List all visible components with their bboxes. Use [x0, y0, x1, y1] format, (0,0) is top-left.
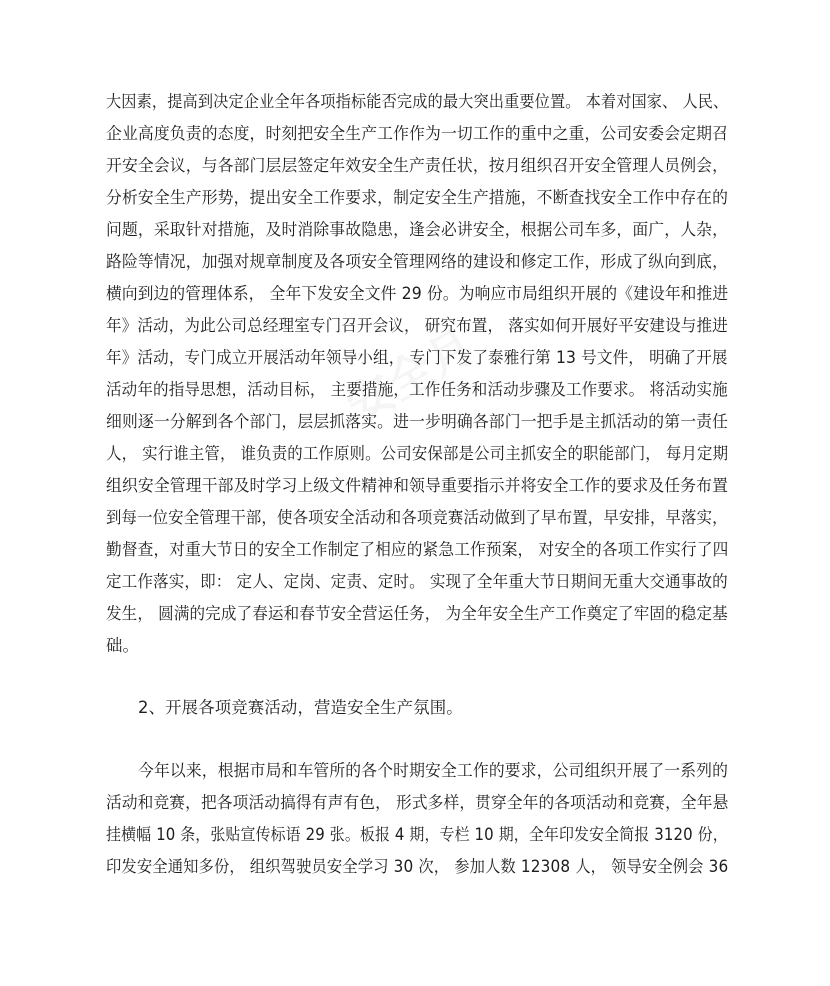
- section-heading-2: 2、开展各项竞赛活动，营造安全生产氛围。: [138, 698, 463, 717]
- para1-line-7: 横向到边的管理体系， 全年下发安全文件 29 份。为响应市局组织开展的《建设年和推进: [106, 284, 729, 303]
- para1-line-14: 到每一位安全管理干部，使各项安全活动和各项竞赛活动做到了早布置，早安排，早落实，: [106, 508, 728, 527]
- para1-line-3: 开安全会议，与各部门层层签定年效安全生产责任状，按月组织召开安全管理人员例会，: [106, 156, 729, 175]
- para1-line-10: 活动年的指导思想，活动目标， 主要措施，工作任务和活动步骤及工作要求。 将活动实施: [106, 380, 728, 399]
- para2-line-3: 挂横幅 10 条，张贴宣传标语 29 张。板报 4 期，专栏 10 期，全年印发安全简报 3120 份，: [106, 825, 728, 844]
- para1-line-12: 人， 实行谁主管， 谁负责的工作原则。公司安保部是公司主抓安全的职能部门， 每月定期: [106, 444, 729, 463]
- para1-line-11: 细则逐一分解到各个部门，层层抓落实。进一步明确各部门一把手是主抓活动的第一责任: [106, 412, 729, 431]
- para1-line-8: 年》活动，为此公司总经理室专门召开会议， 研究布置， 落实如何开展好平安建设与推进: [106, 316, 728, 335]
- para1-line-15: 勤督查，对重大节日的安全工作制定了相应的紧急工作预案， 对安全的各项工作实行了四: [106, 540, 729, 559]
- para1-line-17: 发生， 圆满的完成了春运和春节安全营运任务， 为全年安全生产工作奠定了牢固的稳定基: [106, 604, 728, 623]
- para2-line-2: 活动和竞赛，把各项活动搞得有声有色， 形式多样，贯穿全年的各项活动和竞赛，全年悬: [106, 793, 729, 812]
- para1-line-16: 定工作落实，即： 定人、定岗、定责、定时。 实现了全年重大节日期间无重大交通事故的: [106, 572, 728, 591]
- watermark: 安全月: [337, 317, 484, 434]
- para1-line-18: 础。: [106, 636, 140, 655]
- para2-line-1: 今年以来，根据市局和车管所的各个时期安全工作的要求，公司组织开展了一系列的: [138, 761, 729, 780]
- para2-line-4: 印发安全通知多份， 组织驾驶员安全学习 30 次， 参加人数 12308 人， 领导安全例会 36: [106, 857, 729, 876]
- para1-line-13: 组织安全管理干部及时学习上级文件精神和领导重要指示并将安全工作的要求及任务布置: [106, 476, 729, 495]
- para1-line-5: 问题，采取针对措施，及时消除事故隐患，逢会必讲安全，根据公司车多，面广，人杂，: [106, 220, 729, 239]
- para1-line-1: 大因素，提高到决定企业全年各项指标能否完成的最大突出重要位置。 本着对国家、 人民、: [106, 92, 729, 111]
- para1-line-2: 企业高度负责的态度，时刻把安全生产工作作为一切工作的重中之重，公司安委会定期召: [106, 124, 729, 143]
- para1-line-6: 路险等情况，加强对规章制度及各项安全管理网络的建设和修定工作，形成了纵向到底，: [106, 252, 729, 271]
- para1-line-4: 分析安全生产形势，提出安全工作要求，制定安全生产措施，不断查找安全工作中存在的: [106, 188, 729, 207]
- para1-line-9: 年》活动，专门成立开展活动年领导小组， 专门下发了泰雅行第 13 号文件， 明确了开展: [106, 348, 728, 367]
